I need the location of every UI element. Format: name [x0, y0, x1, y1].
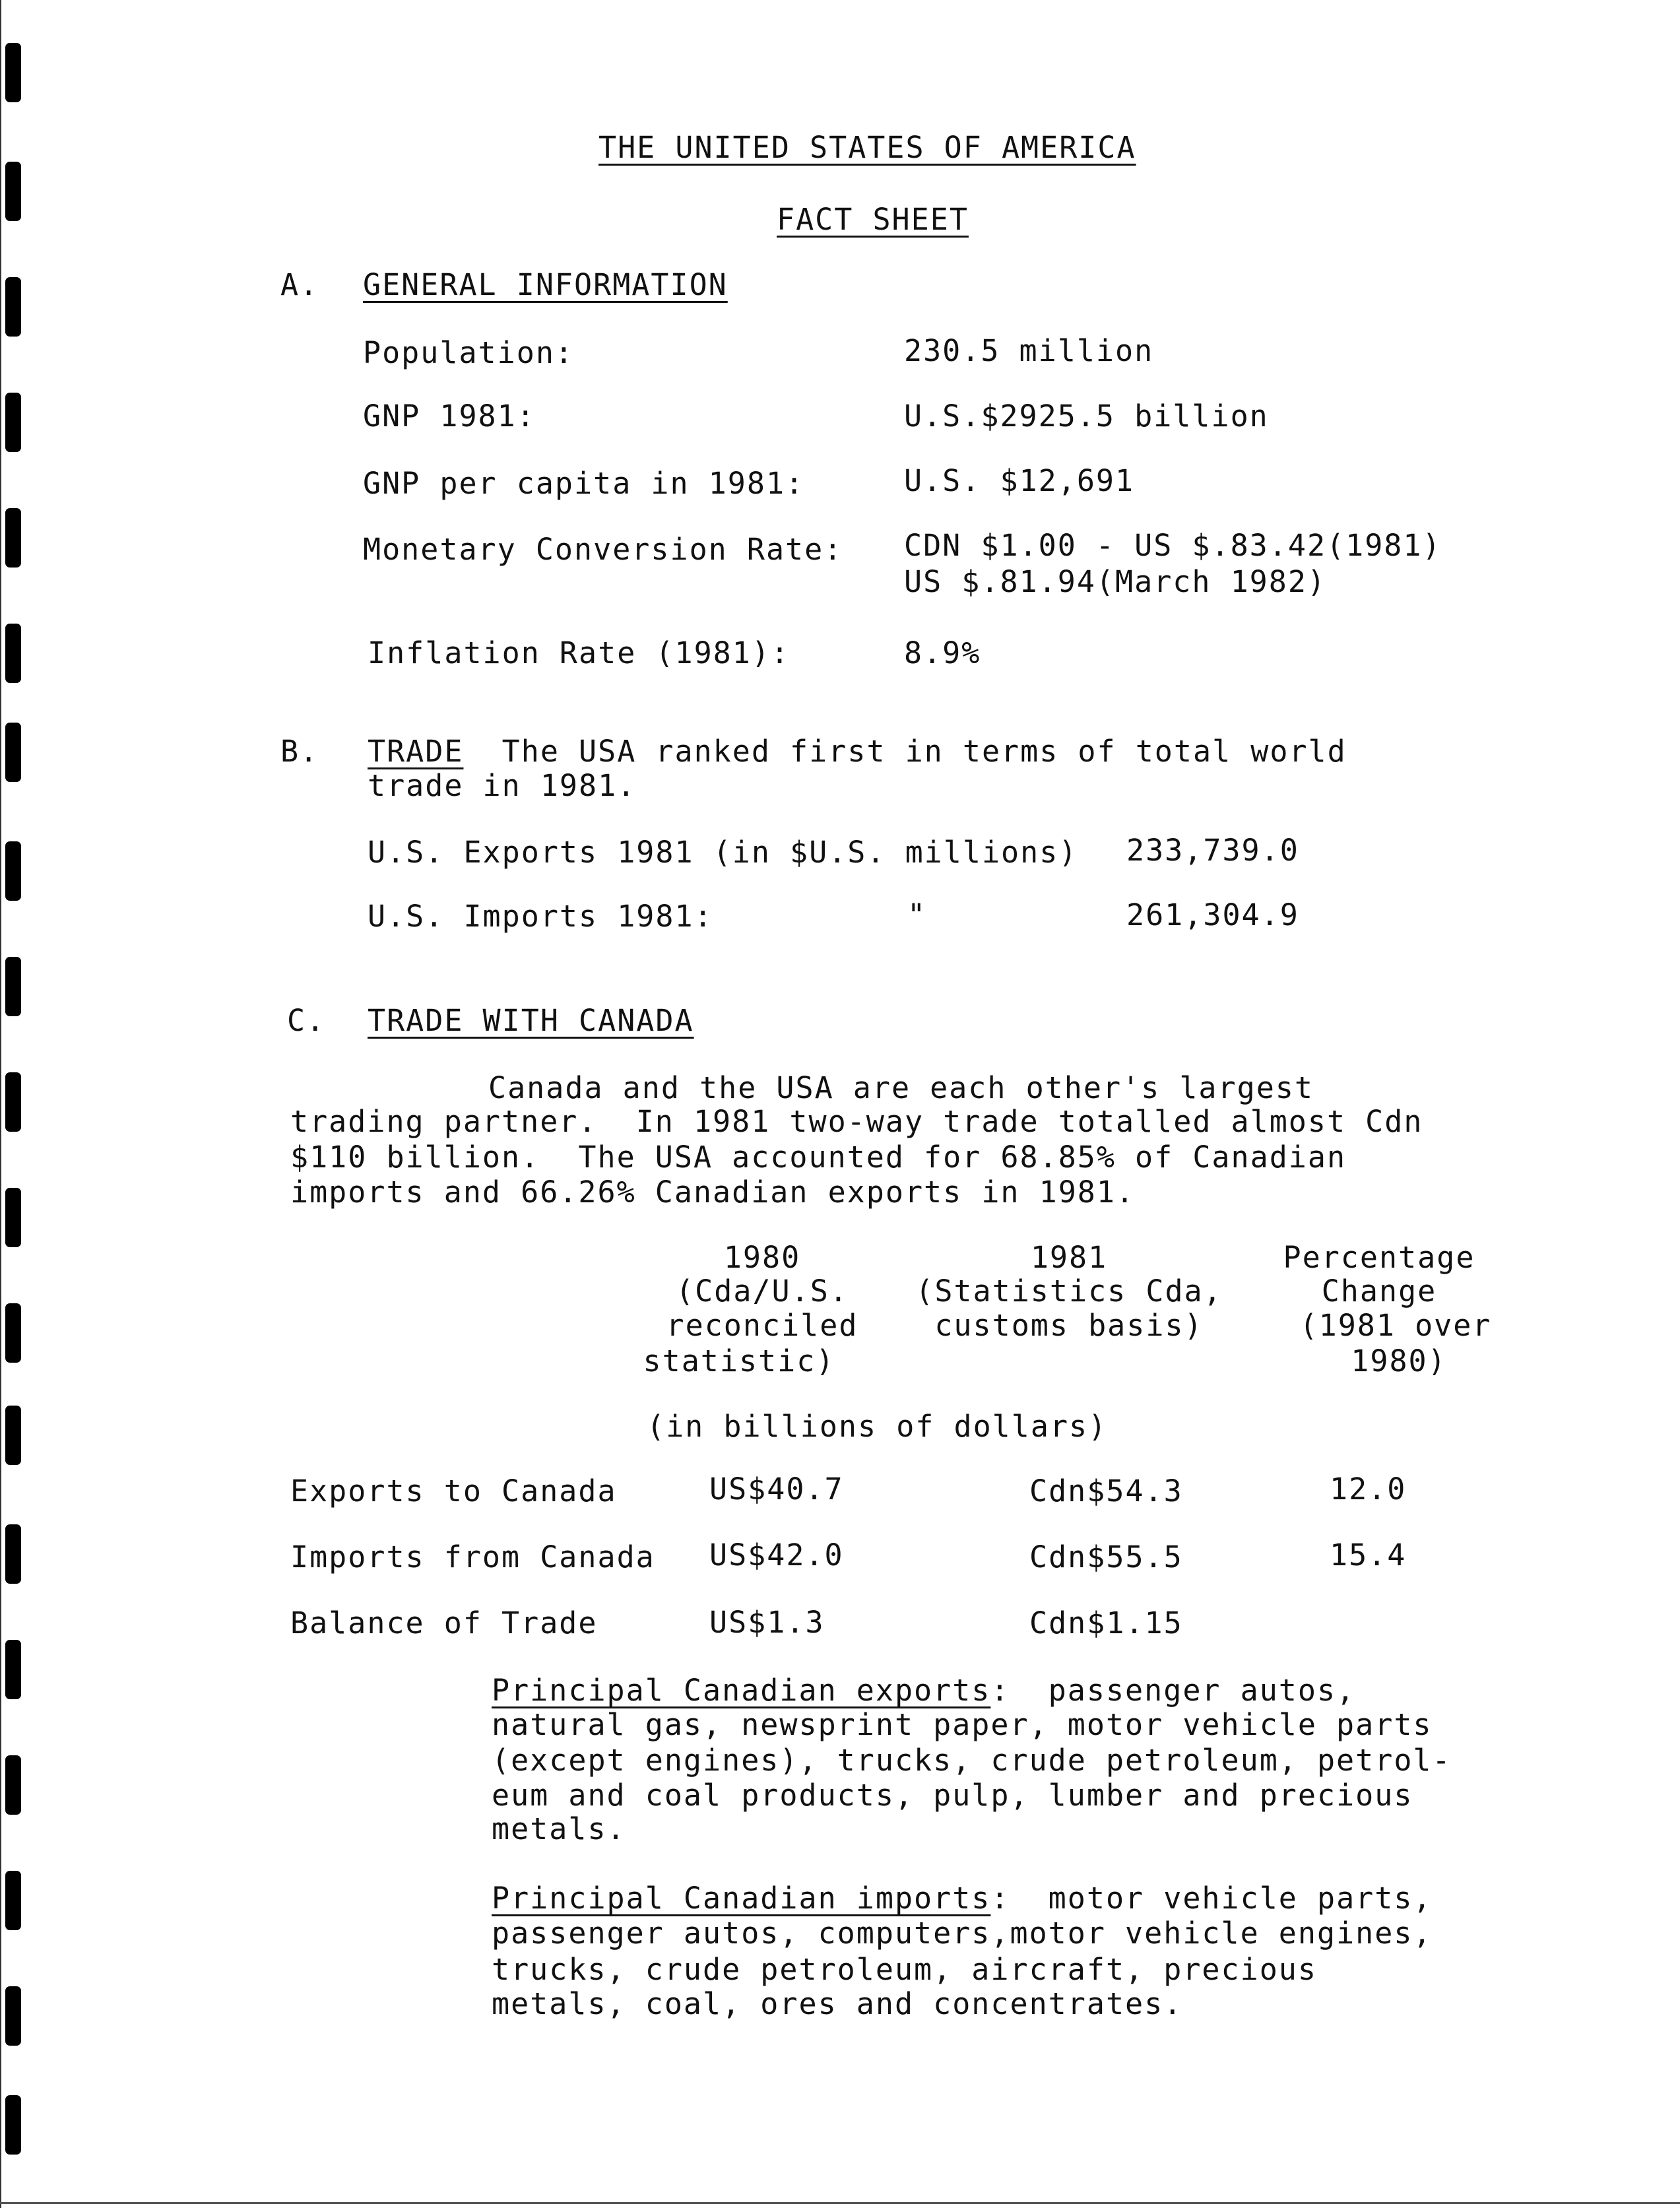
- section-b-text: [368, 734, 1347, 769]
- table-cell-1980: US$1.3: [709, 1605, 825, 1640]
- principal-exports-line-5: metals.: [492, 1811, 626, 1846]
- principal-exports-heading: Principal Canadian exports: [492, 1673, 991, 1708]
- paragraph-line-1: Canada and the USA are each other's largest: [488, 1070, 1314, 1105]
- section-b-text-line1: The USA ranked first in terms of total world: [501, 734, 1347, 769]
- binder-hole: [5, 1871, 21, 1930]
- principal-imports-line-1: [492, 1881, 1433, 1916]
- table-row-label: Imports from Canada: [290, 1540, 655, 1575]
- binder-hole: [5, 1303, 21, 1363]
- binder-hole: [5, 841, 21, 901]
- col-header-change: (1981 over: [1299, 1308, 1492, 1343]
- binder-hole: [5, 1524, 21, 1584]
- binder-hole: [5, 1188, 21, 1247]
- conversion-rate-label: Monetary Conversion Rate:: [363, 532, 843, 567]
- us-exports-value: 233,739.0: [1126, 833, 1299, 868]
- inflation-label: Inflation Rate (1981):: [368, 635, 791, 670]
- binder-hole: [5, 2095, 21, 2155]
- paragraph-line-2: trading partner. In 1981 two-way trade totalled almost Cdn: [290, 1104, 1423, 1139]
- ditto-mark: ": [907, 897, 927, 932]
- col-header-1980: (Cda/U.S.: [676, 1274, 849, 1309]
- section-c-letter: C.: [287, 1003, 326, 1038]
- table-cell-change: 15.4: [1330, 1538, 1407, 1573]
- principal-imports-line-3: trucks, crude petroleum, aircraft, precious: [492, 1952, 1317, 1987]
- binder-hole: [5, 393, 21, 452]
- principal-exports-line-3: (except engines), trucks, crude petroleum, petrol-: [492, 1743, 1452, 1778]
- table-row-label: Balance of Trade: [290, 1606, 598, 1640]
- col-header-change: 1980): [1351, 1344, 1447, 1379]
- binder-hole: [5, 1640, 21, 1699]
- col-header-1980: reconciled: [666, 1308, 858, 1343]
- page-left-edge: [0, 0, 1, 2208]
- us-imports-value: 261,304.9: [1126, 897, 1299, 932]
- gnp-per-capita-value: U.S. $12,691: [904, 463, 1135, 498]
- conversion-rate-value: CDN $1.00 - US $.83.42(1981): [904, 528, 1442, 563]
- page-bottom-edge: [0, 2202, 1680, 2204]
- conversion-rate-value-2: US $.81.94(March 1982): [904, 564, 1327, 599]
- section-b-heading: TRADE: [368, 734, 464, 769]
- principal-imports-line-2: passenger autos, computers,motor vehicle engines,: [492, 1916, 1433, 1951]
- table-cell-1980: US$42.0: [709, 1538, 844, 1573]
- section-a-letter: A.: [280, 267, 319, 302]
- table-cell-change: 12.0: [1330, 1472, 1407, 1507]
- table-units: (in billions of dollars): [647, 1409, 1108, 1444]
- us-exports-label: U.S. Exports 1981 (in $U.S. millions): [368, 835, 1078, 870]
- table-cell-1981: Cdn$54.3: [1029, 1474, 1183, 1509]
- col-header-1981: (Statistics Cda,: [915, 1274, 1223, 1309]
- binder-hole: [5, 957, 21, 1016]
- inflation-value: 8.9%: [904, 635, 981, 670]
- binder-hole: [5, 723, 21, 782]
- table-cell-1981: Cdn$55.5: [1029, 1540, 1183, 1575]
- col-header-1981: customs basis): [934, 1308, 1204, 1343]
- paragraph-line-4: imports and 66.26% Canadian exports in 1981.: [290, 1175, 1136, 1210]
- col-header-1980: 1980: [723, 1240, 801, 1275]
- population-label: Population:: [363, 335, 575, 370]
- us-imports-label: U.S. Imports 1981:: [368, 899, 713, 934]
- binder-hole: [5, 508, 21, 568]
- table-cell-1981: Cdn$1.15: [1029, 1606, 1183, 1640]
- section-b-text-line2: trade in 1981.: [368, 768, 637, 803]
- binder-hole: [5, 162, 21, 221]
- gnp-label: GNP 1981:: [363, 399, 536, 434]
- gnp-value: U.S.$2925.5 billion: [904, 399, 1269, 434]
- section-a-heading: GENERAL INFORMATION: [363, 267, 728, 302]
- col-header-1980: statistic): [643, 1344, 835, 1379]
- col-header-change: Percentage: [1283, 1240, 1475, 1275]
- principal-exports-text: : passenger autos,: [990, 1673, 1356, 1708]
- principal-exports-line-1: [492, 1673, 1355, 1708]
- binder-hole: [5, 43, 21, 102]
- binder-hole: [5, 1072, 21, 1132]
- page-title: THE UNITED STATES OF AMERICA: [598, 130, 1136, 165]
- principal-imports-text: : motor vehicle parts,: [990, 1881, 1433, 1916]
- table-cell-1980: US$40.7: [709, 1472, 844, 1507]
- binder-hole: [5, 1406, 21, 1465]
- principal-imports-heading: Principal Canadian imports: [492, 1881, 991, 1916]
- principal-exports-line-2: natural gas, newsprint paper, motor vehicle parts: [492, 1707, 1433, 1742]
- principal-imports-line-4: metals, coal, ores and concentrates.: [492, 1986, 1183, 2021]
- gnp-per-capita-label: GNP per capita in 1981:: [363, 466, 805, 501]
- binder-hole: [5, 1755, 21, 1815]
- col-header-change: Change: [1321, 1274, 1437, 1309]
- section-b-letter: B.: [280, 734, 319, 769]
- paragraph-line-3: $110 billion. The USA accounted for 68.85% of Canadian: [290, 1140, 1347, 1175]
- binder-hole: [5, 1986, 21, 2046]
- section-c-heading: TRADE WITH CANADA: [368, 1003, 694, 1038]
- col-header-1981: 1981: [1030, 1240, 1108, 1275]
- population-value: 230.5 million: [904, 333, 1154, 368]
- binder-hole: [5, 277, 21, 337]
- principal-exports-line-4: eum and coal products, pulp, lumber and precious: [492, 1778, 1413, 1813]
- binder-hole: [5, 624, 21, 683]
- page-subtitle: FACT SHEET: [777, 202, 969, 237]
- table-row-label: Exports to Canada: [290, 1474, 617, 1509]
